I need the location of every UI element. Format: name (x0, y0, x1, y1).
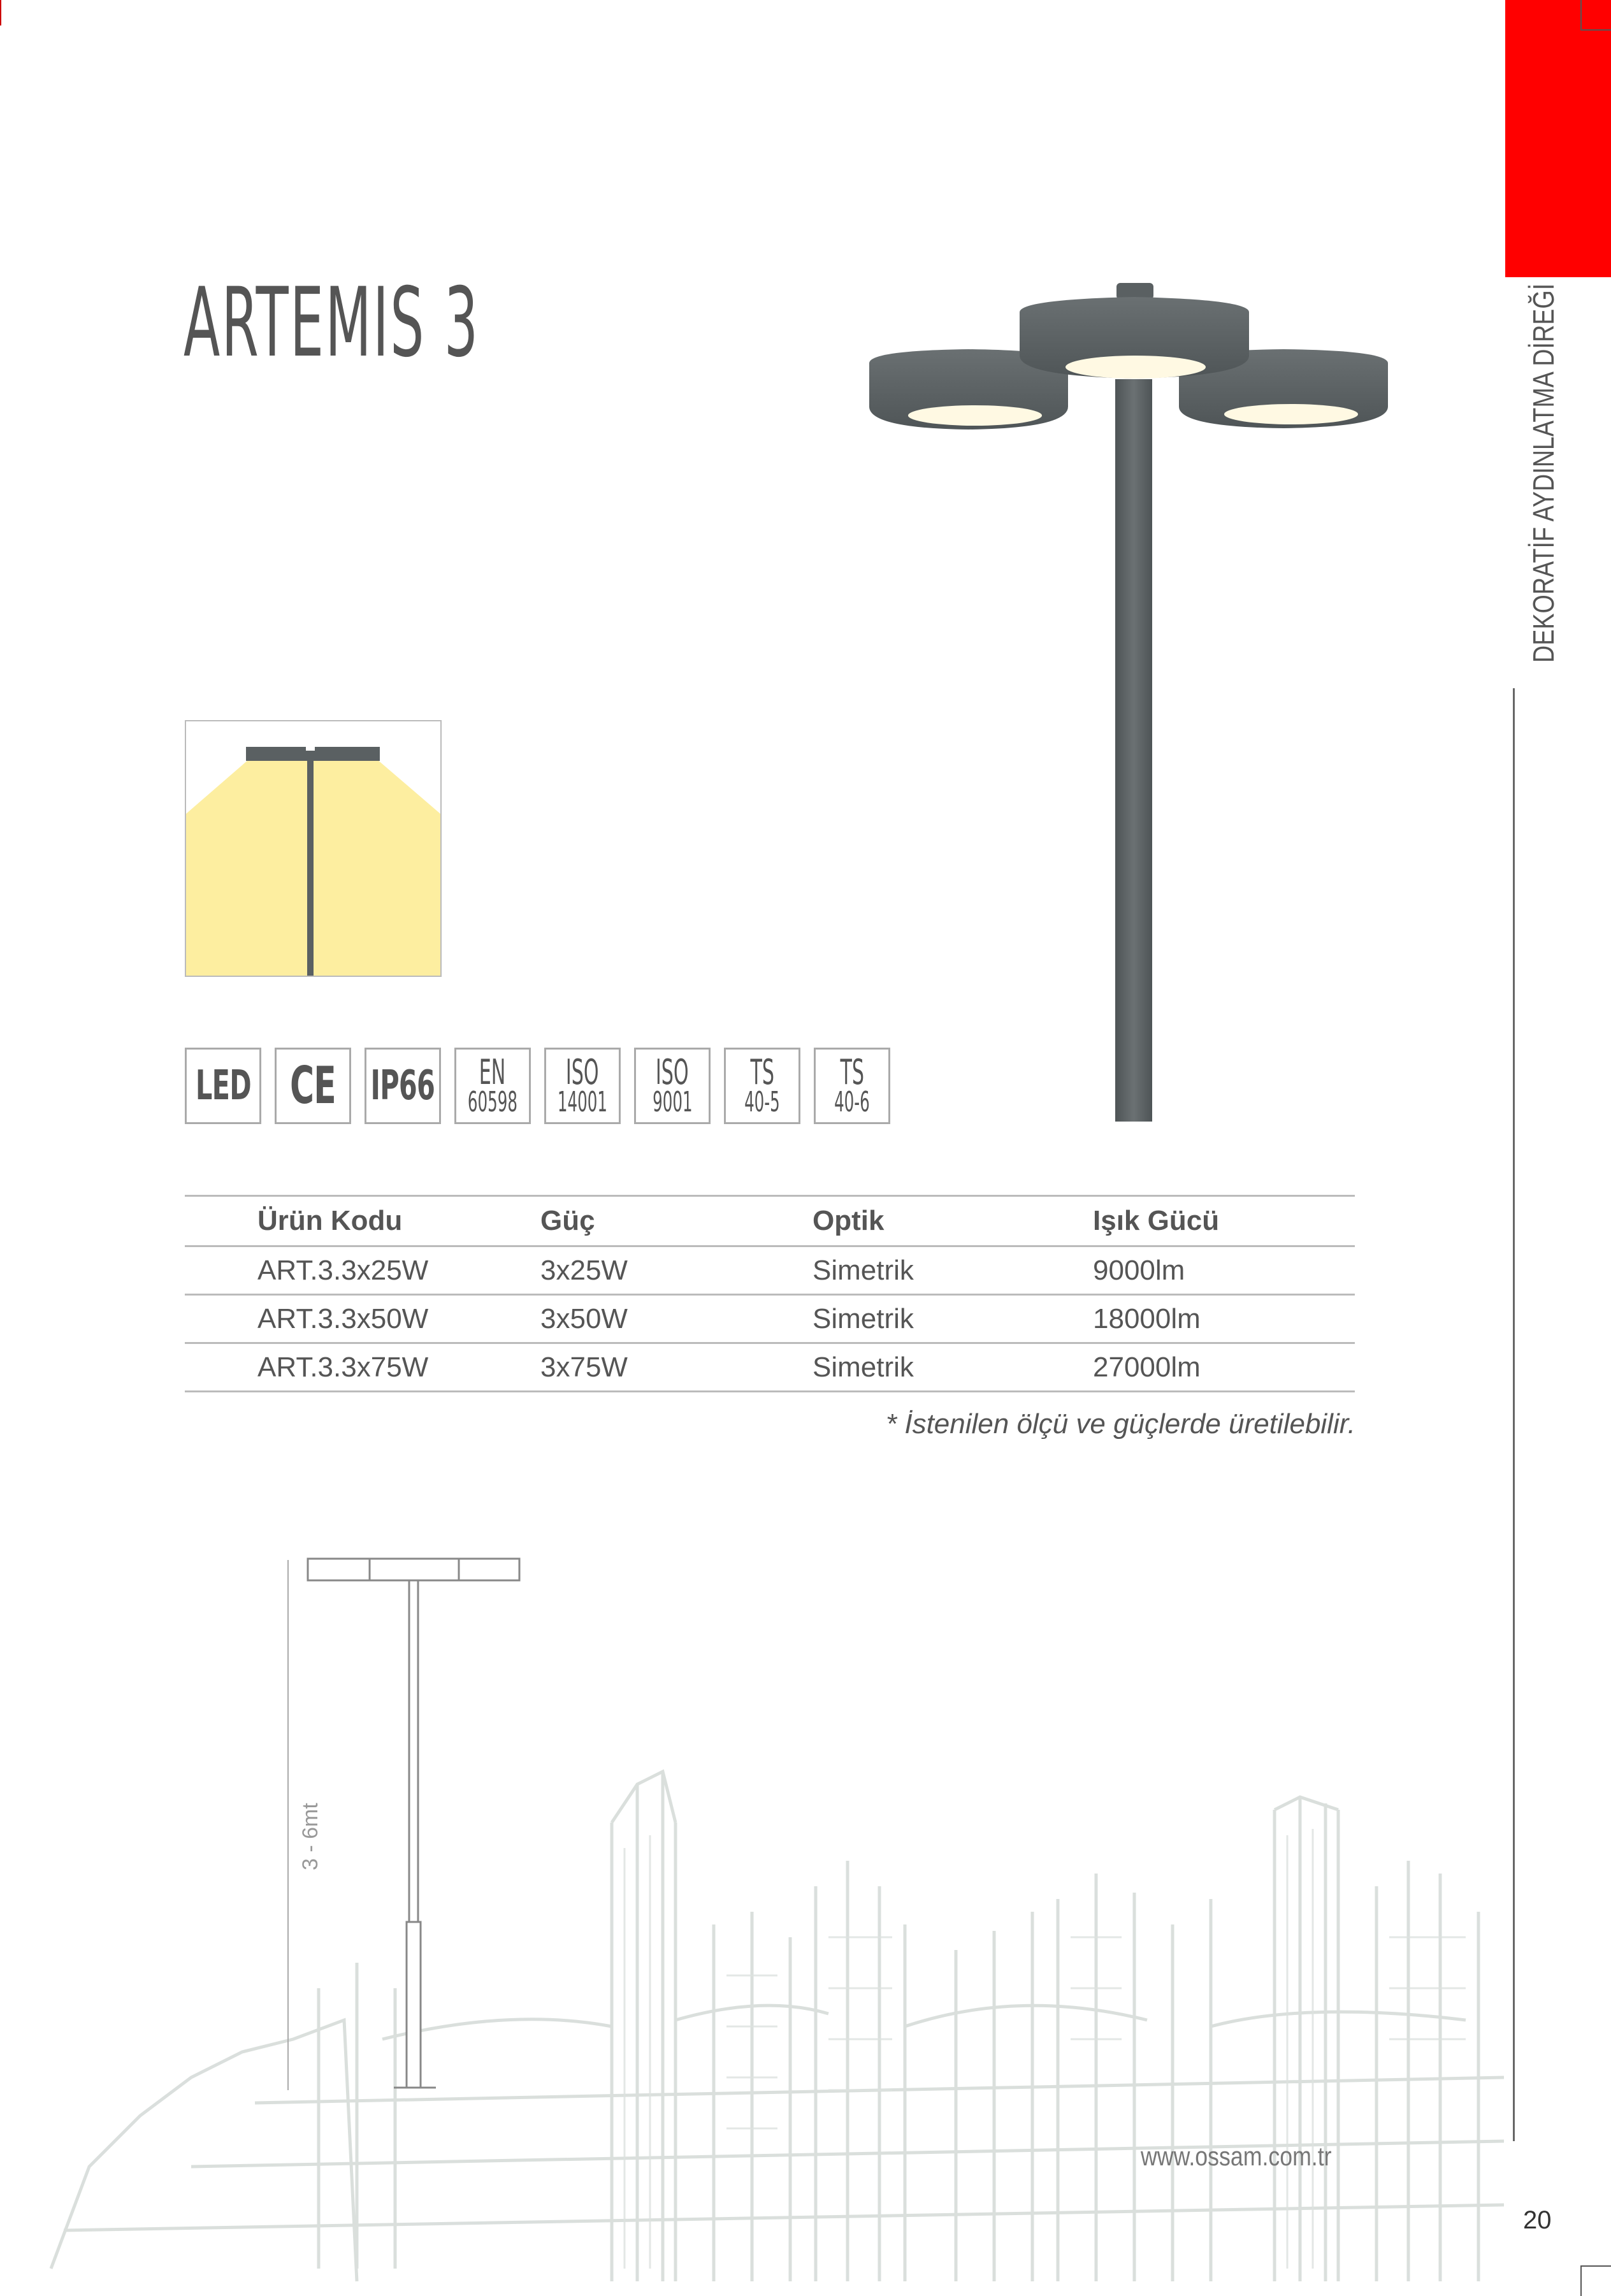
en-60598-badge: EN 60598 (454, 1048, 531, 1124)
lamp-render (860, 274, 1421, 1128)
city-skyline-illustration (0, 1721, 1504, 2296)
cell-power: 3x75W (540, 1351, 628, 1383)
sidebar-divider (1513, 688, 1515, 2141)
cell-luminous-flux: 18000lm (1093, 1303, 1201, 1334)
cell-product-code: ART.3.3x50W (257, 1303, 429, 1334)
iso-9001-badge: ISO 9001 (634, 1048, 711, 1124)
cell-optic: Simetrik (813, 1254, 914, 1286)
red-category-tab (1505, 0, 1611, 277)
light-distribution-icon (185, 720, 442, 977)
production-footnote: * İstenilen ölçü ve güçlerde üretilebilir. (886, 1408, 1355, 1440)
cell-optic: Simetrik (813, 1351, 914, 1383)
crop-mark (0, 0, 1, 25)
spec-table (185, 1195, 1355, 1392)
header-optic: Optik (813, 1205, 885, 1236)
product-title: ARTEMIS 3 (184, 268, 480, 379)
drawing-pole (409, 1580, 418, 1947)
ts-40-6-badge: TS 40-6 (814, 1048, 890, 1124)
ip66-badge: IP66 (365, 1048, 441, 1124)
cell-power: 3x25W (540, 1254, 628, 1286)
header-power: Güç (540, 1205, 595, 1236)
lamp-head-center (1020, 283, 1249, 379)
lamp-pole (1115, 379, 1152, 1122)
crop-mark-top (1580, 0, 1611, 31)
cell-luminous-flux: 9000lm (1093, 1254, 1185, 1286)
ts-40-5-badge: TS 40-5 (724, 1048, 800, 1124)
crop-mark-bottom (1580, 2265, 1611, 2296)
cell-luminous-flux: 27000lm (1093, 1351, 1201, 1383)
height-dimension-label: 3 - 6mt (298, 1803, 322, 1870)
website-url: www.ossam.com.tr (1141, 2141, 1332, 2171)
iso-14001-badge: ISO 14001 (544, 1048, 621, 1124)
ce-badge: CE (275, 1048, 351, 1124)
cell-power: 3x50W (540, 1303, 628, 1334)
table-row (185, 1246, 1355, 1295)
led-badge: LED (185, 1048, 261, 1124)
drawing-head (308, 1559, 519, 1580)
cell-product-code: ART.3.3x75W (257, 1351, 429, 1383)
table-row (185, 1295, 1355, 1343)
header-product-code: Ürün Kodu (257, 1205, 403, 1236)
table-row (185, 1343, 1355, 1392)
header-luminous-flux: Işık Gücü (1093, 1205, 1220, 1236)
table-header-row (185, 1196, 1355, 1246)
cell-product-code: ART.3.3x25W (257, 1254, 429, 1286)
cell-optic: Simetrik (813, 1303, 914, 1334)
category-label: DEKORATİF AYDINLATMA DİREĞİ (1527, 283, 1560, 663)
page-number: 20 (1523, 2206, 1552, 2234)
drawing-pole-base (407, 1922, 421, 2088)
